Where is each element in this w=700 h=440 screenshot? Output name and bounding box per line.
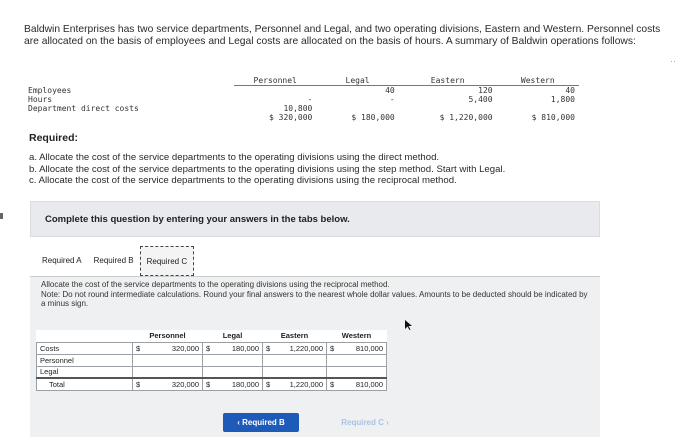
input-personnel-personnel[interactable] (145, 354, 203, 366)
answer-table (36, 330, 387, 391)
edge-marker (0, 213, 3, 219)
instruction-bar (30, 201, 600, 237)
table-row (24, 95, 579, 104)
table-row (24, 113, 579, 122)
summary-header-personnel: Personnel (234, 76, 316, 86)
summary-header-western: Western (497, 76, 579, 86)
prev-required-b-button[interactable]: ‹ Required B (223, 413, 299, 432)
cell: - (307, 95, 313, 104)
answer-header-eastern: Eastern (263, 330, 327, 342)
currency-sign (203, 366, 215, 378)
summary-header-eastern: Eastern (399, 76, 497, 86)
summary-header-legal: Legal (316, 76, 398, 86)
required-item-b: b. Allocate the cost of the service departments to the operating divisions using the step method. Start with Legal. (29, 163, 506, 175)
cell (399, 104, 497, 113)
currency-sign: $ (203, 378, 215, 390)
value-cell: 810,000 (339, 378, 387, 390)
value-cell: 1,220,000 (275, 342, 327, 354)
value-cell: 320,000 (145, 342, 203, 354)
cell: 40 (565, 86, 575, 95)
tab-bar (36, 246, 194, 276)
value-cell: 320,000 (145, 378, 203, 390)
currency-sign (327, 354, 339, 366)
row-label: Costs (37, 342, 133, 354)
more-dots: ·· (670, 56, 676, 66)
input-legal-personnel[interactable] (145, 366, 203, 378)
answer-header-legal: Legal (203, 330, 263, 342)
input-legal-eastern[interactable] (275, 366, 327, 378)
panel-note: Note: Do not round intermediate calculations. Round your final answers to the nearest whole dollar values. Amounts to be deducted should be indicated by a minus sign. (41, 289, 588, 309)
currency-sign (133, 354, 145, 366)
input-personnel-eastern[interactable] (275, 354, 327, 366)
mouse-cursor-icon (405, 320, 413, 330)
currency-sign: $ (327, 342, 339, 354)
cell (316, 104, 398, 113)
currency-sign (133, 366, 145, 378)
currency-sign: $ (133, 342, 145, 354)
cell: - (389, 95, 395, 104)
cell: 1,800 (550, 95, 575, 104)
problem-intro: Baldwin Enterprises has two service departments, Personnel and Legal, and two operating divisions, Eastern and Western. Personnel costs are allocated on the basis of employees and Legal costs are allocated on the basis of hours. A summary of Baldwin operations follows: (24, 24, 661, 47)
cell: 40 (385, 86, 395, 95)
row-label: Employees (28, 86, 72, 95)
value-cell: 180,000 (215, 378, 263, 390)
table-row (24, 104, 579, 113)
input-personnel-legal[interactable] (215, 354, 263, 366)
cell: $ 180,000 (351, 113, 395, 122)
panel-prompt: Allocate the cost of the service departments to the operating divisions using the reciprocal method. (41, 280, 390, 289)
tab-required-c[interactable]: Required C (140, 246, 194, 276)
table-row (37, 342, 387, 354)
currency-sign: $ (203, 342, 215, 354)
cell: 120 (478, 86, 493, 95)
tab-required-b[interactable]: Required B (93, 256, 134, 265)
table-row (24, 86, 579, 96)
cell: $ 1,220,000 (439, 113, 493, 122)
currency-sign (263, 354, 275, 366)
row-label (24, 113, 234, 122)
value-cell: 1,220,000 (275, 378, 327, 390)
currency-sign: $ (133, 378, 145, 390)
cell (234, 86, 316, 96)
panel-instructions (41, 280, 591, 309)
required-heading: Required: (29, 132, 79, 144)
instruction-text: Complete this question by entering your answers in the tabs below. (45, 214, 350, 225)
required-item-a: a. Allocate the cost of the service departments to the operating divisions using the direct method. (29, 152, 440, 163)
answer-header-personnel: Personnel (133, 330, 203, 342)
row-label: Personnel (37, 354, 133, 366)
required-item-c: c. Allocate the cost of the service departments to the operating divisions using the reciprocal method. (29, 175, 457, 186)
cell: 5,400 (468, 95, 493, 104)
table-row (37, 354, 387, 366)
currency-sign: $ (263, 378, 275, 390)
tab-required-a[interactable]: Required A (42, 256, 82, 265)
cell: 10,800 (283, 104, 313, 113)
summary-table (24, 76, 579, 122)
cell: $ 810,000 (531, 113, 575, 122)
currency-sign (203, 354, 215, 366)
input-personnel-western[interactable] (339, 354, 387, 366)
currency-sign (263, 366, 275, 378)
next-required-c-button[interactable]: Required C › (341, 418, 389, 427)
currency-sign: $ (327, 378, 339, 390)
currency-sign (327, 366, 339, 378)
value-cell: 810,000 (339, 342, 387, 354)
input-legal-legal[interactable] (215, 366, 263, 378)
table-row (37, 378, 387, 390)
row-label: Legal (37, 366, 133, 378)
cell (497, 104, 579, 113)
row-label: Department direct costs (28, 104, 139, 113)
input-legal-western[interactable] (339, 366, 387, 378)
required-list (29, 152, 649, 187)
cell: $ 320,000 (269, 113, 313, 122)
answer-header-western: Western (327, 330, 387, 342)
row-label: Hours (28, 95, 53, 104)
table-row (37, 366, 387, 378)
value-cell: 180,000 (215, 342, 263, 354)
row-label: Total (37, 378, 133, 390)
currency-sign: $ (263, 342, 275, 354)
